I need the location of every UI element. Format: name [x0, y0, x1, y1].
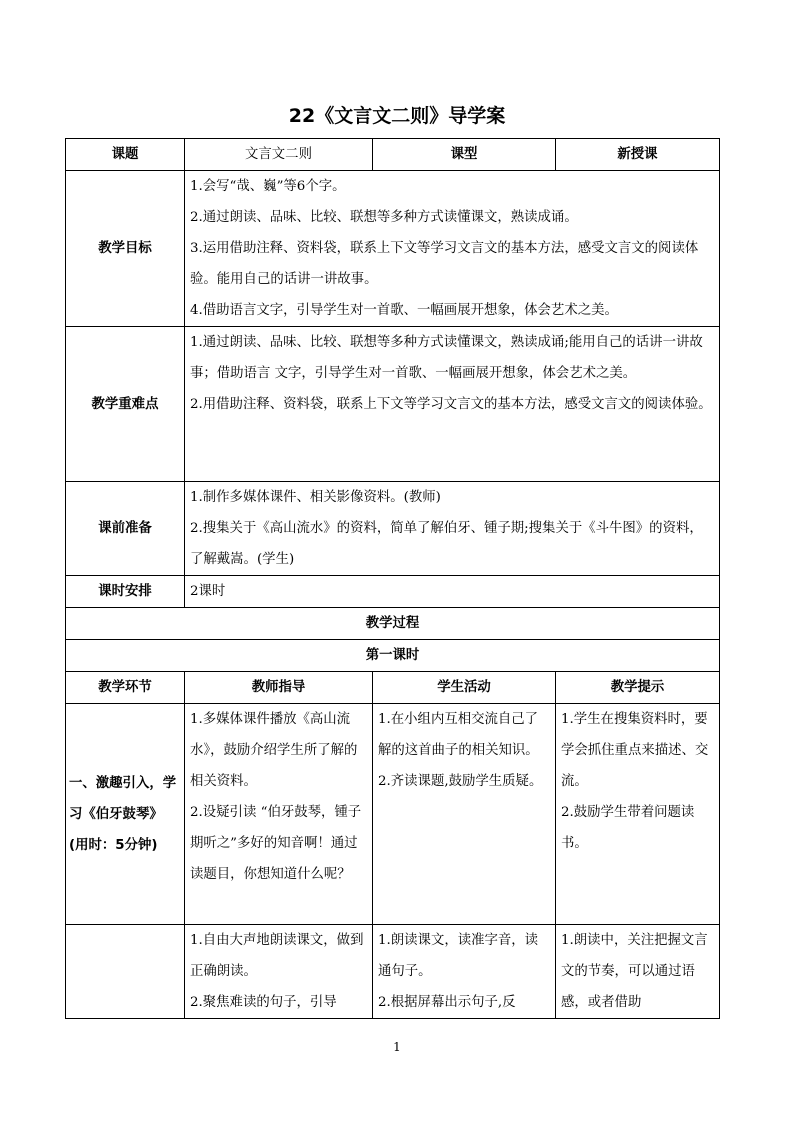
topic-value: 文言文二则 [185, 139, 373, 171]
key-point-item: 2.用借助注释、资料袋，联系上下文等学习文言文的基本方法，感受文言文的阅读体验。 [190, 397, 712, 412]
teacher-cell [185, 704, 373, 925]
page-title: 22《文言文二则》导学案 [288, 105, 506, 127]
lesson-title-row [66, 640, 720, 672]
teacher-item: 1.多媒体课件播放《高山流水》，鼓励介绍学生所了解的相关资料。 [190, 712, 358, 789]
schedule-label: 课时安排 [66, 576, 185, 608]
process-title: 教学过程 [66, 608, 720, 640]
page-number: 1 [393, 1040, 401, 1054]
teacher-item: 2.聚焦难读的句子，引导 [190, 995, 337, 1010]
student-cell [373, 704, 556, 925]
key-points-content [185, 327, 720, 482]
tips-cell [556, 704, 720, 925]
preparation-label: 课前准备 [66, 482, 185, 576]
column-header: 教学提示 [556, 672, 720, 704]
preparation-content [185, 482, 720, 576]
schedule-row [66, 576, 720, 608]
student-cell [373, 925, 556, 1019]
header-row [66, 139, 720, 171]
student-item: 2.根据屏幕出示句子,反 [378, 995, 516, 1010]
column-header-row [66, 672, 720, 704]
tips-item: 2.鼓励学生带着问题读书。 [561, 805, 695, 851]
objective-item: 2.通过朗读、品味、比较、联想等多种方式读懂课文，熟读成诵。 [190, 210, 578, 225]
process-title-row [66, 608, 720, 640]
teacher-item: 2.设疑引读 “伯牙鼓琴，锺子期听之”多好的知音啊！通过读题目，你想知道什么呢？ [190, 805, 362, 882]
preparation-row [66, 482, 720, 576]
key-points-label: 教学重难点 [66, 327, 185, 482]
tips-item: 1.学生在搜集资料时，要学会抓住重点来描述、交流。 [561, 712, 709, 789]
tips-item: 1.朗读中，关注把握文言文的节奏，可以通过语感，或者借助 [561, 933, 708, 1010]
table-row [66, 925, 720, 1019]
teacher-cell [185, 925, 373, 1019]
objective-item: 1.会写“哉、巍”等6个字。 [190, 179, 346, 194]
preparation-item: 2.搜集关于《高山流水》的资料，简单了解伯牙、锺子期;搜集关于《斗牛图》的资料，了解戴嵩。(学生) [190, 521, 703, 567]
objectives-content [185, 171, 720, 327]
key-points-row [66, 327, 720, 482]
type-label: 课型 [373, 139, 556, 171]
student-item: 1.朗读课文，读准字音，读通句子。 [378, 933, 539, 979]
stage-cell [66, 925, 185, 1019]
column-header: 学生活动 [373, 672, 556, 704]
objective-item: 4.借助语言文字，引导学生对一首歌、一幅画展开想象，体会艺术之美。 [190, 303, 618, 318]
topic-label: 课题 [66, 139, 185, 171]
student-item: 1.在小组内互相交流自己了解的这首曲子的相关知识。 [378, 712, 539, 758]
column-header: 教学环节 [66, 672, 185, 704]
objectives-label: 教学目标 [66, 171, 185, 327]
column-header: 教师指导 [185, 672, 373, 704]
tips-cell [556, 925, 720, 1019]
lesson-plan-table [65, 138, 720, 1019]
objectives-row [66, 171, 720, 327]
schedule-value: 2课时 [185, 576, 720, 608]
preparation-item: 1.制作多媒体课件、相关影像资料。(教师) [190, 490, 441, 505]
lesson-title: 第一课时 [66, 640, 720, 672]
stage-cell: 一、激趣引入，学习《伯牙鼓琴》(用时：5分钟) [66, 704, 185, 925]
objective-item: 3.运用借助注释、资料袋，联系上下文等学习文言文的基本方法，感受文言文的阅读体验。能用自己的话讲一讲故事。 [190, 241, 699, 287]
table-row [66, 704, 720, 925]
teacher-item: 1.自由大声地朗读课文，做到正确朗读。 [190, 933, 364, 979]
key-point-item: 1.通过朗读、品味、比较、联想等多种方式读懂课文，熟读成诵;能用自己的话讲一讲故事；借助语言 文字，引导学生对一首歌、一幅画展开想象，体会艺术之美。 [190, 335, 703, 381]
type-value: 新授课 [556, 139, 720, 171]
student-item: 2.齐读课题,鼓励学生质疑。 [378, 774, 543, 789]
